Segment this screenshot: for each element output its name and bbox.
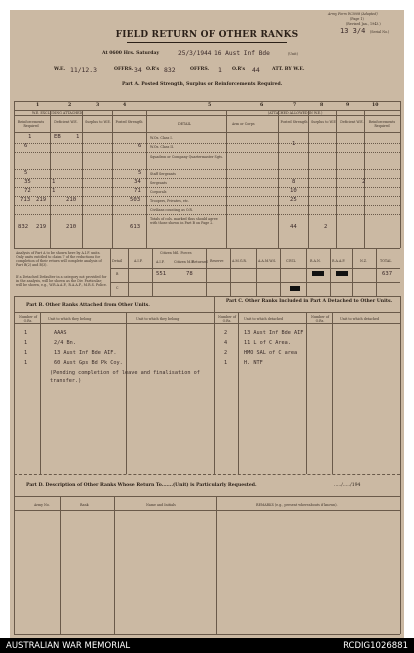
header-unit: 16 Aust Inf Bde (214, 50, 270, 57)
an-row-b-aif: 551 (156, 271, 167, 277)
analysis-vline (330, 248, 331, 296)
part-d-rule (14, 496, 400, 497)
an-hdr-aamws: A.A.M.W.S. (258, 259, 277, 263)
col-num-3: 3 (96, 103, 100, 108)
part-b-vline (126, 312, 127, 474)
analysis-rule (110, 282, 400, 283)
part-b-row-1-num: 1 (24, 340, 28, 346)
cell-row6-c1: 713 (20, 197, 31, 203)
analysis-rule (110, 268, 400, 269)
redaction-mark (290, 286, 300, 291)
hdr-deficient-left: Deficient W.E. (54, 120, 78, 124)
part-d-vline (400, 474, 401, 634)
cell-row8-r3: 2 (324, 224, 328, 230)
part-c-row-3-num: 1 (224, 360, 228, 366)
part-b-hdr-num: Number of O.Rs. (18, 315, 38, 323)
cell-row4-c2: 1 (52, 179, 56, 185)
detail-row-5: Corporals (150, 190, 167, 194)
analysis-note: Analysis of Part A to be shown here by A.I.F. units. Only units entitled to claim 7 of the reductions for completion of their return will complete analysis of Part B(2) and B(3). (16, 251, 102, 267)
part-c-hdr-num: Number of O.Rs. (217, 315, 237, 323)
cell-row1-c4: 6 (138, 143, 142, 149)
cell-row0-c3: 1 (76, 134, 80, 140)
part-d-hdr-army-no: Army No. (34, 503, 50, 507)
an-row-b-label: B (116, 272, 119, 276)
part-d-hdr-remarks: REMARKS (e.g., present whereabouts if known). (256, 503, 338, 507)
analysis-vline (256, 248, 257, 296)
part-a-vline (336, 110, 337, 248)
detail-row-7: Civilians counting as O.R. (150, 208, 193, 212)
revised-date: (Revised Jan., 1943.) (346, 22, 381, 26)
hdr-posted-left: Posted Strength (115, 120, 143, 124)
col-num-2: 2 (68, 103, 72, 108)
analysis-vline (230, 248, 231, 296)
detail-row-1: W.Os. Class II. (150, 145, 174, 149)
part-b-vline (40, 312, 41, 474)
an-hdr-ran: R.A.N. (310, 259, 321, 263)
row-rule (14, 214, 400, 215)
analysis-vline (206, 248, 207, 296)
cell-row4-c1: 35 (24, 179, 31, 185)
part-b-hdr-unit-2: Unit to which they belong (136, 317, 180, 321)
row-rule (14, 152, 400, 153)
an-sub-returned: Returned (192, 260, 208, 264)
analysis-vline (352, 248, 353, 296)
cell-row8-c3: 210 (66, 224, 77, 230)
detail-row-4: Sergeants (150, 181, 167, 185)
an-hdr-reserve: Reserve (210, 259, 224, 263)
an-hdr-civil: CIVIL (286, 259, 296, 263)
right-group-label: (ATTACHED ALLOWED IN W.E.) (268, 111, 323, 115)
part-d-hdr-rank: Rank (80, 503, 89, 507)
part-b-note: (Pending completion of leave and finalisation of transfer.) (50, 370, 200, 384)
an-row-b-cmf: 78 (186, 271, 193, 277)
form-id: Army Form W.3008 (Adapted) (328, 12, 378, 16)
cell-row1-r2: 1 (292, 141, 296, 147)
part-a-title: Part A. Posted Strength, Surplus or Reinforcements Required. (122, 82, 283, 87)
offrs-label: OFFRS. (114, 67, 134, 72)
an-hdr-raaf: R.A.A.F. (332, 259, 346, 263)
cell-row6-r2: 25 (290, 197, 297, 203)
detail-row-8: Totals of cols. marked thus should agree with those shown in Part B on Page 2. (150, 217, 218, 225)
analysis-bottom-rule (14, 296, 400, 297)
or-value: 832 (164, 66, 176, 74)
redaction-mark (336, 271, 348, 276)
part-d-title: Part D. Description of Other Ranks Whose Return To.......(Unit) is Particularly Requested. (26, 483, 257, 488)
part-c-row-3-unit: H. NTF (244, 360, 263, 366)
part-c-hdr-unit-2: Unit to which detached (340, 317, 380, 321)
part-b-title: Part B. Other Ranks Attached from Other Units. (26, 303, 150, 308)
cell-row5-r2: 10 (290, 188, 297, 194)
col-num-1: 1 (36, 103, 40, 108)
an-row-b-total: 637 (382, 271, 393, 277)
part-c-title: Part C. Other Ranks Included in Part A Detached to Other Units. (225, 299, 393, 304)
an-hdr-detail: Detail (112, 259, 122, 263)
part-a-top-rule (14, 101, 400, 102)
cell-row6-c4: 503 (130, 197, 141, 203)
part-a-vline (82, 110, 83, 248)
cell-row6-c2: 219 (36, 197, 47, 203)
part-c-row-0-unit: 13 Aust Inf Bde AIF (244, 330, 304, 336)
col-num-7: 7 (293, 103, 297, 108)
part-c-vline (332, 312, 333, 474)
we-value: 11/12.3 (70, 66, 97, 74)
row-rule (14, 143, 400, 144)
footer-left-text: AUSTRALIAN WAR MEMORIAL (6, 641, 131, 651)
part-b-row-3-unit: 60 Aust Gps Bd Pk Coy. (54, 360, 123, 366)
hdr-arm-corps: Arm or Corps (232, 122, 255, 126)
part-c-row-0-num: 2 (224, 330, 228, 336)
part-b-row-0-num: 1 (24, 330, 28, 336)
part-d-date-blank: ...../...../194 (334, 483, 361, 488)
cell-row3-c1: 5 (24, 170, 28, 176)
serial-number-label: (Serial No.) (370, 30, 390, 34)
part-c-row-2-unit: HMO SAL of C area (244, 350, 298, 356)
part-b-hdr-unit: Unit to which they belong (48, 317, 92, 321)
hdr-reinforcements-left: Reinforcements Required (17, 120, 45, 128)
cell-row6-c3: 210 (66, 197, 77, 203)
part-c-vline (400, 296, 401, 474)
part-c-vline (306, 312, 307, 474)
cell-row8-c2: 219 (36, 224, 47, 230)
hdr-surplus-left: Surplus to W.E. (85, 120, 111, 124)
header-prefix: At 0600 Hrs. Saturday (102, 51, 160, 56)
part-d-vline (14, 474, 15, 634)
cell-row8-c4: 613 (130, 224, 141, 230)
offrs-value: 34 (134, 66, 142, 74)
cell-row4-r4: 2 (362, 179, 366, 185)
cell-row0-c1: 1 (28, 134, 32, 140)
row-rule (14, 169, 400, 170)
footer-right-text: RCDIG1026881 (343, 641, 408, 651)
part-d-bottom-rule (14, 634, 400, 635)
or-label: O.R's (146, 67, 160, 72)
part-d-vline (60, 496, 61, 634)
part-c-row-2-num: 2 (224, 350, 228, 356)
an-hdr-total: TOTAL (380, 259, 392, 263)
col-num-5: 5 (208, 103, 212, 108)
part-a-vline (226, 110, 227, 248)
or2-value: 44 (252, 66, 260, 74)
an-row-c-label: C (116, 286, 119, 290)
title-underline (127, 42, 287, 43)
part-a-group-rule (14, 115, 400, 116)
part-b-vline (14, 296, 15, 474)
hdr-detail: DETAIL (178, 122, 191, 126)
cell-row1-c1: 6 (24, 143, 28, 149)
analysis-vline (152, 248, 153, 296)
col-num-8: 8 (320, 103, 324, 108)
col-num-4: 4 (123, 103, 127, 108)
part-d-vline (216, 496, 217, 634)
analysis-vline (306, 248, 307, 296)
col-num-10: 10 (372, 103, 379, 108)
part-b-row-2-num: 1 (24, 350, 28, 356)
offrs2-value: 1 (218, 66, 222, 74)
hdr-posted-right: Posted Strength (280, 120, 308, 124)
analysis-vline (128, 248, 129, 296)
page-number: (Page 1) (350, 17, 364, 21)
part-c-vline (238, 312, 239, 474)
part-a-vline (308, 110, 309, 248)
hdr-reinforcements-right: Reinforcements Required (368, 120, 396, 128)
row-rule (14, 187, 400, 188)
part-d-vline (114, 496, 115, 634)
offrs2-label: OFFRS. (190, 67, 210, 72)
serial-number-value: 13 3/4 (340, 27, 366, 35)
analysis-note-2: If a Detached Defaulter in a category not provided for in the analysis, will be shown as the Div. Particular; will be shown, e.g., W.R.A.A.F., R.A.A.F., M.R.S. Police. (16, 275, 107, 287)
part-b-row-0-unit: AAAS (54, 330, 67, 336)
left-group-label: W.E. EXCLUDING ATTACHED (32, 111, 83, 115)
part-a-bottom-rule (14, 248, 400, 249)
detail-row-0: W.Os. Class I. (150, 136, 173, 140)
part-bc-rule (14, 312, 400, 313)
header-date: 25/3/1944 (178, 50, 212, 57)
cell-row5-c4: 71 (134, 188, 141, 194)
row-rule (14, 205, 400, 206)
analysis-vline (110, 248, 111, 296)
cell-row4-c4: 34 (134, 179, 141, 185)
an-hdr-nz: N.Z. (360, 259, 368, 263)
an-sub-cmf: Citizen M.F. (174, 260, 195, 264)
archive-footer (0, 638, 414, 653)
part-b-row-1-unit: 2/4 Bn. (54, 340, 76, 346)
part-c-hdr-unit: Unit to which detached (244, 317, 284, 321)
an-hdr-aif: A.I.F. (134, 259, 143, 263)
detail-row-3: Staff Sergeants (150, 172, 176, 176)
part-c-row-1-unit: 11 L of C Area. (244, 340, 291, 346)
form-sheet (10, 10, 404, 638)
part-b-row-2-unit: 13 Aust Inf Bde AIF. (54, 350, 117, 356)
col-num-6: 6 (260, 103, 264, 108)
att-label: ATT. BY W.E. (272, 67, 305, 72)
cell-row4-r2: 8 (292, 179, 296, 185)
part-c-hdr-num-2: Number of O.Rs. (310, 315, 330, 323)
part-d-rule (14, 510, 400, 511)
we-label: W.E. (54, 67, 66, 72)
part-a-vline (146, 110, 147, 248)
analysis-vline (376, 248, 377, 296)
part-c-row-1-num: 4 (224, 340, 228, 346)
header-unit-suffix: (Unit) (288, 52, 298, 56)
hdr-surplus-right: Surplus to W.E. (311, 120, 337, 124)
detail-row-6: Troopers, Privates, etc. (150, 199, 190, 203)
an-sub-aif: A.I.F. (156, 260, 165, 264)
col-num-9: 9 (346, 103, 350, 108)
part-a-vline (14, 101, 15, 248)
cell-row0-c2: EB (54, 134, 61, 140)
hdr-deficient-right: Deficient W.E. (340, 120, 364, 124)
detail-row-2: Squadron or Company Quartermaster Sgts. (150, 155, 223, 159)
cell-row8-r2: 44 (290, 224, 297, 230)
an-hdr-cmf: Citizen Mil. Forces (160, 251, 192, 255)
redaction-mark (312, 271, 324, 276)
part-d-hdr-name: Name and Initials (146, 503, 176, 507)
an-hdr-amgr: A.M.G.R. (232, 259, 247, 263)
part-bc-bottom-rule (14, 474, 400, 475)
part-a-vline (278, 110, 279, 248)
row-rule (14, 178, 400, 179)
or2-label: O.R's (232, 67, 246, 72)
part-a-vline (50, 110, 51, 248)
form-title: FIELD RETURN OF OTHER RANKS (115, 30, 299, 40)
cell-row8-c1: 832 (18, 224, 29, 230)
part-a-header-rule (14, 132, 400, 133)
cell-row5-c2: 1 (52, 188, 56, 194)
cell-row3-c4: 5 (138, 170, 142, 176)
cell-row5-c1: 72 (24, 188, 31, 194)
part-a-vline (112, 110, 113, 248)
analysis-vline (280, 248, 281, 296)
part-bc-rule (14, 323, 400, 324)
part-a-vline (400, 101, 401, 248)
part-b-row-3-num: 1 (24, 360, 28, 366)
